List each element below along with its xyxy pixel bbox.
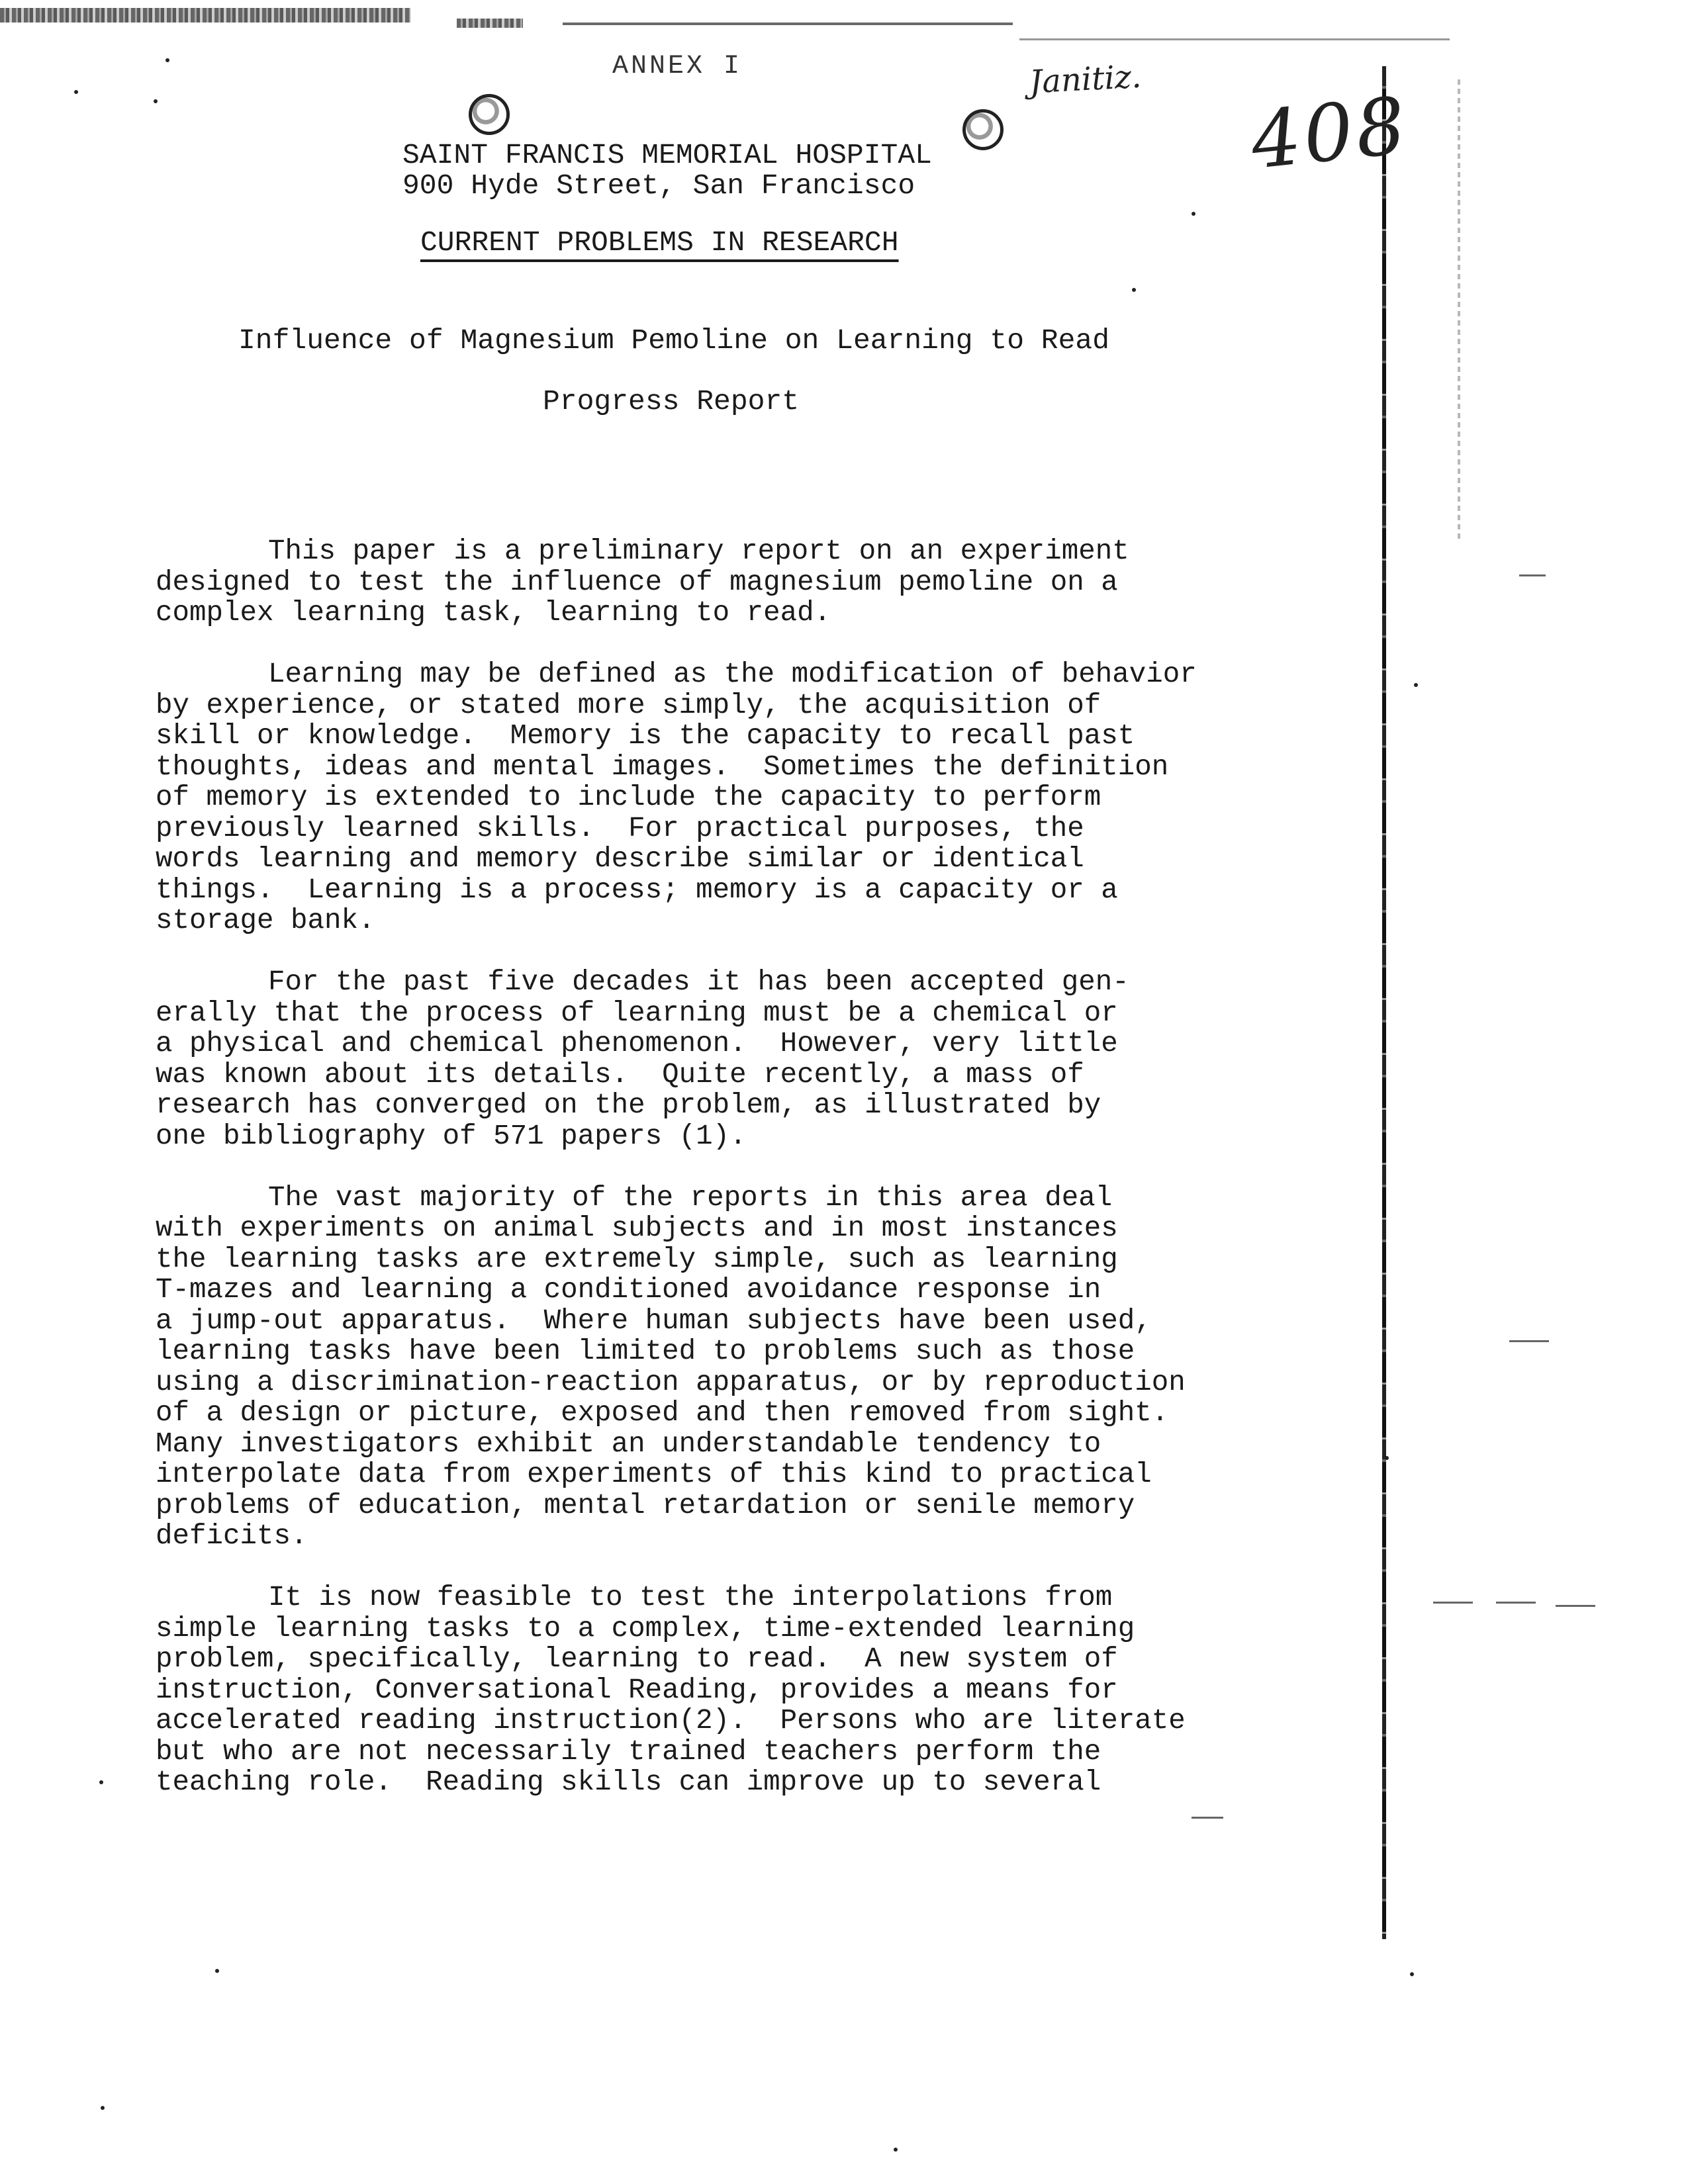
hospital-address: 900 Hyde Street, San Francisco xyxy=(402,169,915,202)
scan-artifact-top-mid xyxy=(457,19,523,28)
margin-dash-2 xyxy=(1509,1340,1549,1342)
speck xyxy=(74,90,78,94)
paragraph-2: Learning may be defined as the modification of behavior by experience, or stated more simply, the acquisition of skill or knowledge. Memory is the capacity to recall past thoughts, ideas and mental images. Sometimes the definition of memory is extended to include the capacity to perform previously learned skills. For practical purposes, the words learning and memory describe similar or identical things. Learning is a process; memory is a capacity or a storage bank. xyxy=(156,659,1197,936)
speck xyxy=(1385,1456,1389,1460)
annex-label: ANNEX I xyxy=(612,52,743,81)
speck xyxy=(101,2106,105,2110)
margin-dash-4 xyxy=(1496,1602,1536,1604)
margin-dash-5 xyxy=(1556,1605,1595,1607)
speck xyxy=(894,2148,898,2152)
speck xyxy=(1410,1972,1414,1976)
document-title: Influence of Magnesium Pemoline on Learning to Read xyxy=(238,324,1110,357)
speck xyxy=(215,1969,219,1973)
section-title: CURRENT PROBLEMS IN RESEARCH xyxy=(420,226,899,259)
paragraph-1: This paper is a preliminary report on an experiment designed to test the influence of magnesium pemoline on a complex learning task, learning to read. xyxy=(156,535,1129,629)
speck xyxy=(1192,212,1195,216)
scan-artifact-top-right-streak xyxy=(1019,38,1450,40)
speck xyxy=(1132,288,1136,292)
document-subtitle: Progress Report xyxy=(543,385,800,418)
punch-hole-right xyxy=(962,109,1004,150)
right-binding-edge xyxy=(1382,66,1386,1939)
hospital-name: SAINT FRANCIS MEMORIAL HOSPITAL xyxy=(402,139,932,171)
handwritten-note: Janitiz. xyxy=(1028,58,1143,101)
speck xyxy=(99,1780,103,1784)
body-text xyxy=(156,536,1307,1829)
paragraph-4: The vast majority of the reports in this area deal with experiments on animal subjects and in most instances the learning tasks are extremely simple, such as learning T-mazes and learning a conditioned avoidance response in a jump-out apparatus. Where human subjects have been used, learning tasks have been limited to problems such as those using a discrimination-reaction apparatus, or by reproduction of a design or picture, exposed and then removed from sight. Many investigators exhibit an understandable tendency to interpolate data from experiments of this kind to practical problems of education, mental retardation or senile memory deficits. xyxy=(156,1181,1186,1552)
speck xyxy=(1414,683,1418,687)
margin-dash-3 xyxy=(1433,1602,1473,1604)
margin-dash-1 xyxy=(1519,574,1546,576)
speck xyxy=(165,58,169,62)
punch-hole-left xyxy=(469,94,510,135)
right-margin-artifact xyxy=(1458,79,1460,543)
scan-artifact-top-streak xyxy=(563,23,1013,25)
scan-artifact-top-left xyxy=(0,8,410,23)
speck xyxy=(154,99,158,103)
paragraph-3: For the past five decades it has been accepted gen- erally that the process of learning must be a chemical or a physical and chemical phenomenon. However, very little was known about its details. Quite recently, a mass of research has converged on the problem, as illustrated by one bibliography of 571 papers (1). xyxy=(156,966,1129,1152)
handwritten-page-number: 408 xyxy=(1246,79,1413,187)
paragraph-5: It is now feasible to test the interpolations from simple learning tasks to a complex, time-extended learning problem, specifically, learning to read. A new system of instruction, Conversational Reading, provides a means for accelerated reading instruction(2). Persons who are literate but who are not necessarily trained teachers perform the teaching role. Reading skills can improve up to several xyxy=(156,1582,1186,1798)
